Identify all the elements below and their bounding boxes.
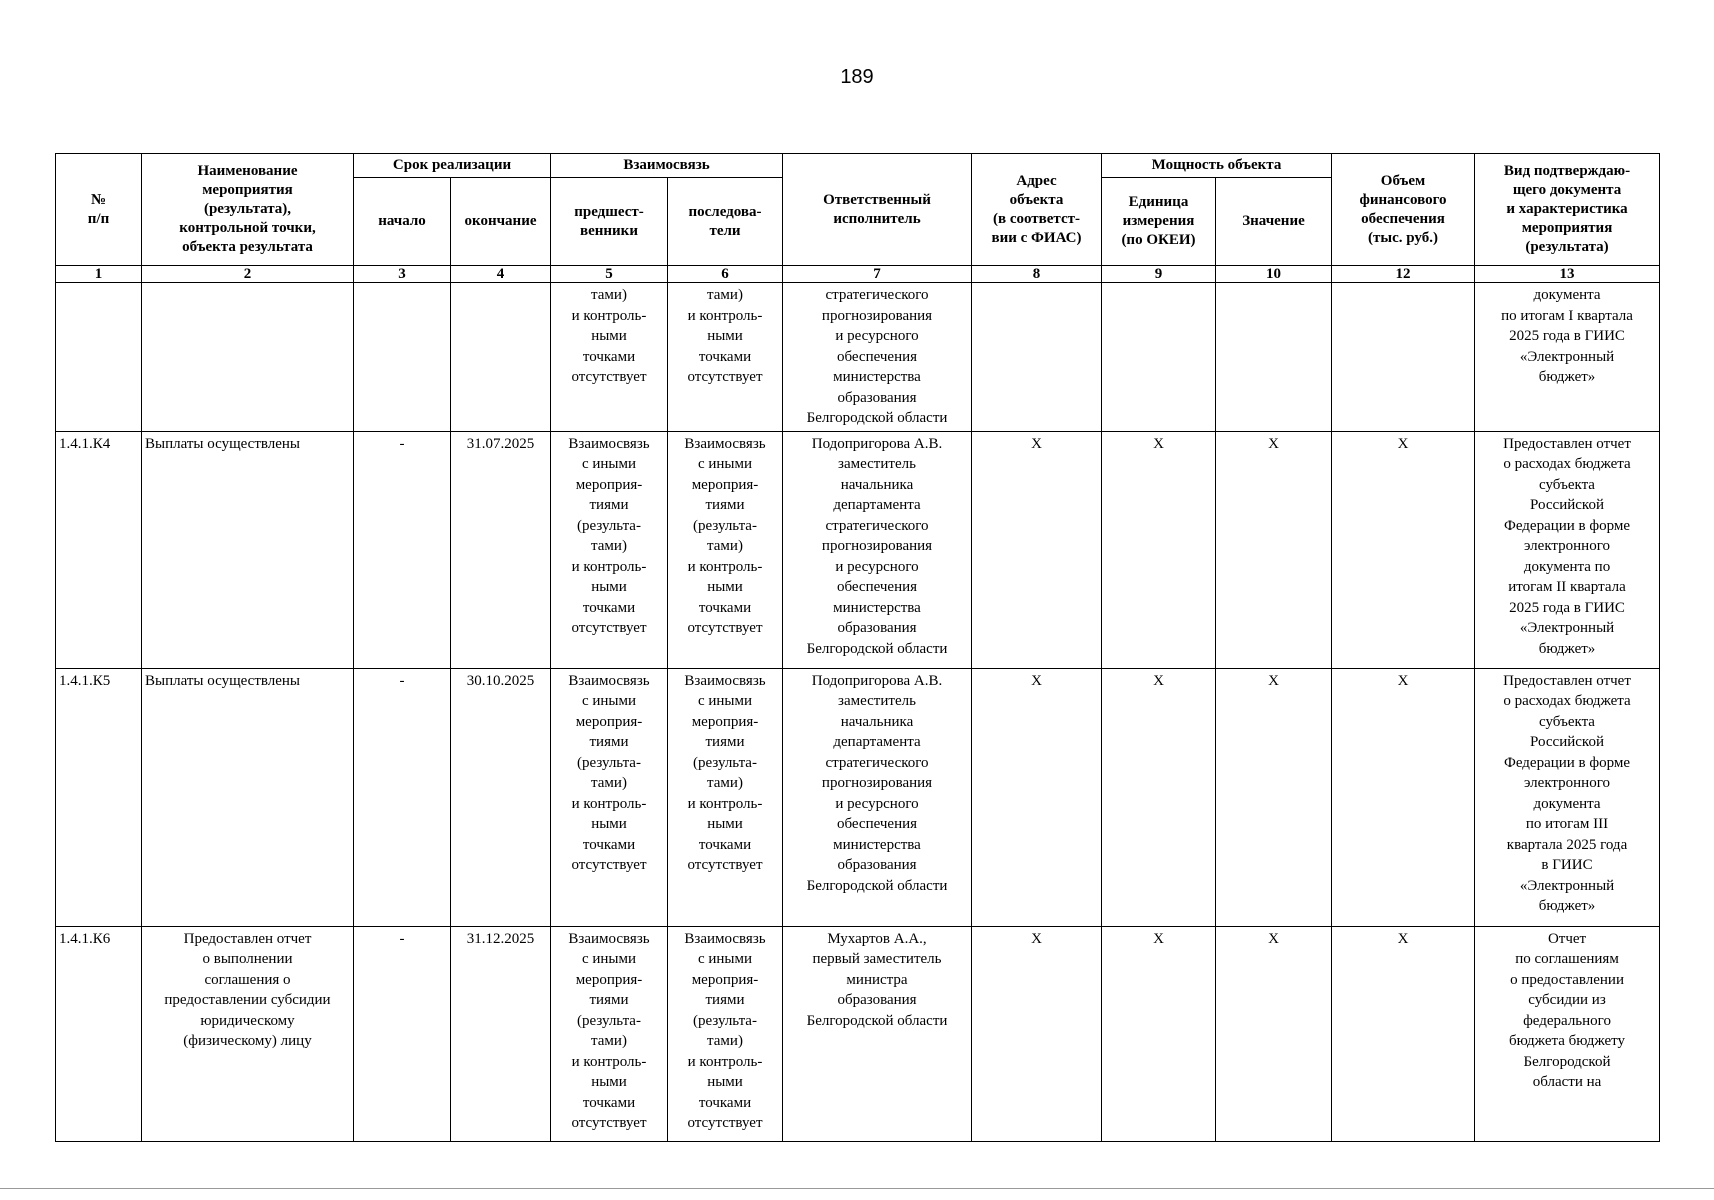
row-predecessors: Взаимосвязь с иными мероприя- тиями (результа- тами) и контроль- ными точками отсутствует: [551, 926, 668, 1141]
row-id: 1.4.1.К5: [56, 668, 142, 926]
row-name: Выплаты осуществлены: [142, 668, 354, 926]
header-name: Наименование мероприятия (результата), контрольной точки, объекта результата: [142, 154, 354, 266]
table-row: [56, 431, 1660, 668]
header-capacity: Мощность объекта: [1102, 154, 1332, 178]
column-number-row: [56, 266, 1660, 283]
row-successors: Взаимосвязь с иными мероприя- тиями (результа- тами) и контроль- ными точками отсутствует: [668, 668, 783, 926]
row-address: Х: [972, 431, 1102, 668]
row-start: -: [354, 668, 451, 926]
row-responsible: Подопригорова А.В. заместитель начальника департамента стратегического прогнозирования и ресурсного обеспечения министерства образования Белгородской области: [783, 668, 972, 926]
row-id: 1.4.1.К4: [56, 431, 142, 668]
row-document: Отчет по соглашениям о предоставлении субсидии из федерального бюджета бюджету Белгородской области на: [1475, 926, 1660, 1141]
row-document: документа по итогам I квартала 2025 года в ГИИС «Электронный бюджет»: [1475, 283, 1660, 432]
header-period: Срок реализации: [354, 154, 551, 178]
row-predecessors: Взаимосвязь с иными мероприя- тиями (результа- тами) и контроль- ными точками отсутствует: [551, 668, 668, 926]
page-number: 189: [840, 66, 874, 88]
row-value: [1216, 283, 1332, 432]
header-value: Значение: [1216, 178, 1332, 266]
row-responsible: Подопригорова А.В. заместитель начальника департамента стратегического прогнозирования и ресурсного обеспечения министерства образования Белгородской области: [783, 431, 972, 668]
header-pred: предшест- венники: [551, 178, 668, 266]
table-row: [56, 926, 1660, 1141]
row-id: 1.4.1.К6: [56, 926, 142, 1141]
col-number: 4: [451, 266, 551, 283]
row-finance: Х: [1332, 668, 1475, 926]
header-addr: Адрес объекта (в соответст- вии с ФИАС): [972, 154, 1102, 266]
row-address: [972, 283, 1102, 432]
row-value: Х: [1216, 926, 1332, 1141]
row-document: Предоставлен отчет о расходах бюджета субъекта Российской Федерации в форме электронного документа по итогам II квартала 2025 года в ГИИС «Электронный бюджет»: [1475, 431, 1660, 668]
row-start: -: [354, 431, 451, 668]
col-number: 13: [1475, 266, 1660, 283]
row-finance: Х: [1332, 431, 1475, 668]
table-row: [56, 668, 1660, 926]
col-number: 8: [972, 266, 1102, 283]
row-unit: Х: [1102, 668, 1216, 926]
row-address: Х: [972, 668, 1102, 926]
col-number: 2: [142, 266, 354, 283]
row-unit: [1102, 283, 1216, 432]
header-start: начало: [354, 178, 451, 266]
row-end: 31.12.2025: [451, 926, 551, 1141]
header-doc: Вид подтверждаю- щего документа и характеристика мероприятия (результата): [1475, 154, 1660, 266]
row-unit: Х: [1102, 431, 1216, 668]
row-successors: Взаимосвязь с иными мероприя- тиями (результа- тами) и контроль- ными точками отсутствует: [668, 926, 783, 1141]
col-number: 10: [1216, 266, 1332, 283]
row-predecessors: тами) и контроль- ными точками отсутствует: [551, 283, 668, 432]
row-finance: Х: [1332, 926, 1475, 1141]
row-responsible: Мухартов А.А., первый заместитель министра образования Белгородской области: [783, 926, 972, 1141]
row-end: 31.07.2025: [451, 431, 551, 668]
row-value: Х: [1216, 668, 1332, 926]
page-bottom-edge: [0, 1188, 1714, 1189]
col-number: 9: [1102, 266, 1216, 283]
header-fin: Объем финансового обеспечения (тыс. руб.): [1332, 154, 1475, 266]
header-end: окончание: [451, 178, 551, 266]
row-document: Предоставлен отчет о расходах бюджета субъекта Российской Федерации в форме электронного документа по итогам III квартала 2025 года в ГИИС «Электронный бюджет»: [1475, 668, 1660, 926]
row-value: Х: [1216, 431, 1332, 668]
row-address: Х: [972, 926, 1102, 1141]
header-num: № п/п: [56, 154, 142, 266]
row-name: Выплаты осуществлены: [142, 431, 354, 668]
activities-table: [55, 153, 1660, 1142]
col-number: 1: [56, 266, 142, 283]
row-name: Предоставлен отчет о выполнении соглашения о предоставлении субсидии юридическому (физическому) лицу: [142, 926, 354, 1141]
row-successors: тами) и контроль- ными точками отсутствует: [668, 283, 783, 432]
row-start: -: [354, 926, 451, 1141]
col-number: 6: [668, 266, 783, 283]
table-row: [56, 283, 1660, 432]
row-end: 30.10.2025: [451, 668, 551, 926]
col-number: 3: [354, 266, 451, 283]
row-end: [451, 283, 551, 432]
row-responsible: стратегического прогнозирования и ресурсного обеспечения министерства образования Белгородской области: [783, 283, 972, 432]
row-successors: Взаимосвязь с иными мероприя- тиями (результа- тами) и контроль- ными точками отсутствует: [668, 431, 783, 668]
col-number: 5: [551, 266, 668, 283]
header-link: Взаимосвязь: [551, 154, 783, 178]
row-unit: Х: [1102, 926, 1216, 1141]
row-predecessors: Взаимосвязь с иными мероприя- тиями (результа- тами) и контроль- ными точками отсутствует: [551, 431, 668, 668]
header-succ: последова- тели: [668, 178, 783, 266]
header-unit: Единица измерения (по ОКЕИ): [1102, 178, 1216, 266]
col-number: 12: [1332, 266, 1475, 283]
col-number: 7: [783, 266, 972, 283]
row-start: [354, 283, 451, 432]
row-id: [56, 283, 142, 432]
header-resp: Ответственный исполнитель: [783, 154, 972, 266]
row-finance: [1332, 283, 1475, 432]
row-name: [142, 283, 354, 432]
